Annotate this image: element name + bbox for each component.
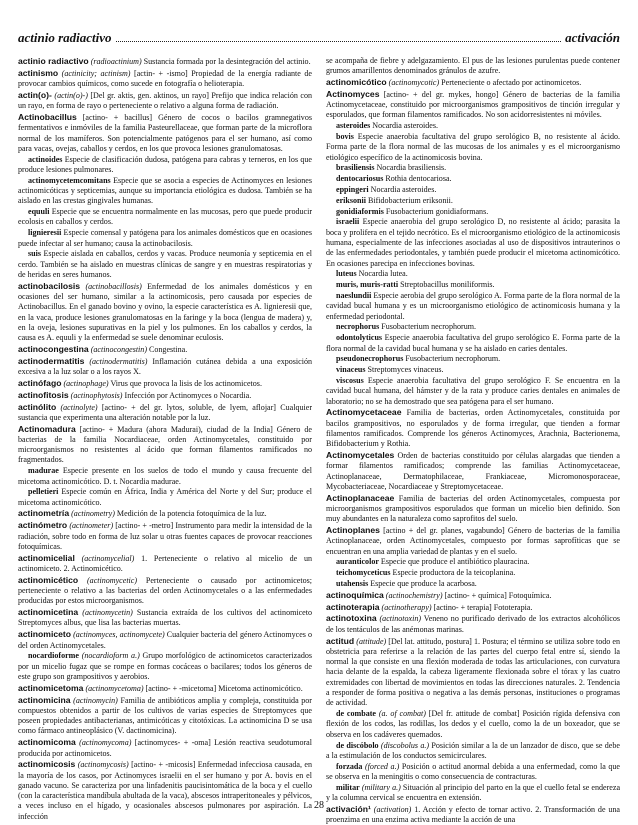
entry-headword: actinomicelial (18, 552, 75, 563)
dictionary-entry (326, 525, 620, 557)
entry-english-term: (actinomycetin) (82, 608, 133, 618)
entry-definition: [actino- + terapia] Fototerapia. (431, 602, 533, 612)
sub-entry (326, 163, 620, 173)
entry-headword: actinomicético (18, 574, 79, 585)
entry-english-term: (activation) (373, 804, 412, 814)
entry-headword: actinismo (18, 67, 59, 78)
entry-definition: Especie aislada en caballos, cerdos y vacas. Produce neumonía y septicemia en el cerdo. También se ha aislado en muestras clínicas de sangre y en muestras respiratorias y de heridas en seres humanos. (18, 249, 312, 279)
entry-english-term: (forced a.) (365, 761, 400, 771)
entry-definition: Perteneciente o afectado por actinomicetos. (439, 78, 582, 88)
column-left (18, 56, 313, 821)
entry-english-term: (a. of combat) (378, 709, 426, 719)
sub-entry (18, 155, 312, 176)
entry-english-term: (actinodermatitis) (89, 356, 148, 366)
entry-english-term: (actinomycelial) (81, 553, 135, 563)
sub-entry (18, 466, 312, 487)
entry-headword: dentocariosus (336, 174, 384, 184)
entry-definition: [Del gr. aktis, gen. aktinos, un rayo] Prefijo que indica relación con un rayo, en forma de rayo o perteneciente o relativo a alguna forma de radiación. (18, 90, 313, 111)
entry-headword: eriksonii (336, 195, 366, 205)
sub-entry (18, 207, 312, 228)
entry-definition: Orden de bacterias constituido por células alargadas que tienden a formar filamentos ramificados; comprende las familias Actinomycetaceae, Actinoplanaceae, Dermatophilaceae, Frankiaceae, Micromonosporaceae, Mycobacteriaceae, Nocardiaceae y Streptomycetaceae. (326, 450, 620, 491)
dictionary-entry (18, 575, 312, 607)
dictionary-entry (18, 402, 312, 424)
entry-headword: actinomiceto (18, 629, 72, 640)
entry-headword: actinomicina (18, 694, 71, 705)
entry-definition: Especie que produce el antibiótico plauracina. (378, 557, 530, 567)
sub-entry (326, 762, 620, 783)
entry-headword: actitud (326, 635, 355, 646)
entry-definition: [actinomyces- + -oma] Lesión reactiva seudotumoral producida por actinomicetos. (18, 738, 312, 758)
sub-entry (18, 487, 312, 508)
entry-headword: Actinomycetaceae (326, 407, 402, 418)
entry-headword: Actinomycetales (326, 449, 395, 460)
entry-english-term: (actinobacillosis) (85, 281, 142, 291)
entry-definition: Grupo morfológico de actinomicetos caracterizados por un micelio fugaz que se rompe en formas cocáceas o bacilares; todos los géneros de este grupo son grampositivos y aerobios. (18, 651, 312, 681)
entry-headword: eppingeri (336, 185, 369, 195)
entry-headword: odontolyticus (336, 333, 383, 343)
dictionary-entry (18, 607, 312, 629)
dictionary-entry (18, 90, 312, 112)
sub-entry (326, 557, 620, 567)
entry-headword: pelletieri (28, 487, 59, 497)
dictionary-entry (18, 508, 312, 519)
entry-english-term: (nocardioform a.) (81, 651, 140, 661)
dictionary-entry (18, 737, 312, 759)
sub-entry (326, 333, 620, 354)
entry-headword: auranticolor (336, 557, 379, 567)
entry-headword: actinomycetemcomitans (28, 175, 111, 185)
entry-headword: pseudonecrophorus (336, 354, 404, 364)
dictionary-entry (326, 613, 620, 635)
dictionary-entry (18, 356, 312, 378)
entry-definition: Posición o actitud anormal debida a una enfermedad, como la que se observa en la meningitis o como consecuencia de contracturas. (326, 761, 620, 781)
header-left-guide-word: actinio radiactivo (18, 30, 112, 45)
entry-english-term: (actinotoxin) (379, 614, 422, 624)
entry-definition: Especie productora de la teicoplanina. (390, 568, 516, 578)
entry-headword: actinómetro (18, 520, 68, 531)
entry-headword: actinoterapia (326, 601, 380, 612)
entry-headword: actinólito (18, 401, 57, 412)
entry-english-term: (actinophytosis) (70, 390, 123, 400)
entry-headword: lignieresii (28, 228, 62, 238)
entry-english-term: (actinomycetoma) (85, 683, 144, 693)
entry-definition: Veneno no purificado derivado de los extractos alcohólicos de los tentáculos de las anémonas marinas. (326, 614, 620, 634)
dictionary-entry (326, 56, 620, 77)
entry-headword: viscosus (336, 375, 364, 385)
dictionary-entry (18, 520, 312, 552)
sub-entry (326, 709, 620, 740)
entry-headword: utahensis (336, 579, 369, 589)
dictionary-entry (326, 407, 620, 449)
entry-english-term: (actinicity; actinism) (61, 68, 131, 78)
dictionary-entry (18, 683, 312, 694)
entry-headword: actinomicoma (18, 737, 76, 748)
dictionary-entry (18, 629, 312, 651)
entry-headword: naeslundii (336, 291, 372, 301)
dictionary-entry (18, 553, 312, 575)
entry-definition: Sustancia extraída de los cultivos del actinomiceto Streptomyces albus, que lisa las bacterias muertas. (18, 608, 312, 628)
entry-definition: Inflamación cutánea debida a una exposición excesiva a la luz solar o a los rayos X. (18, 356, 312, 377)
header-dotted-leader (116, 41, 562, 42)
sub-entry (18, 651, 312, 682)
entry-definition: Especie común en África, India y América del Norte y del Sur; produce el micetoma actinomicótico. (18, 487, 312, 507)
entry-headword: necrophorus (336, 322, 380, 332)
sub-entry (326, 291, 620, 322)
entry-headword: suis (28, 249, 41, 259)
entry-headword: actinoquímica (326, 589, 384, 600)
dictionary-entry (326, 493, 620, 525)
entry-definition: Fusobacterium gonidiaformans. (383, 206, 489, 216)
dictionary-entry (326, 89, 620, 121)
dictionary-entry (18, 695, 312, 737)
entry-english-term: (military a.) (361, 782, 401, 792)
entry-definition: Posición similar a la de un lanzador de disco, que se debe a la estimulación de los conductos semicirculares. (326, 740, 620, 760)
sub-entry (326, 269, 620, 279)
entry-headword: actinomicosis (18, 759, 76, 770)
entry-definition: Sustancia formada por la desintegración del actinio. (141, 57, 311, 66)
page-number: 28 (314, 800, 324, 811)
entry-english-term: (actinometry) (71, 509, 115, 519)
entry-definition: [actino- + -micosis] Enfermedad infecciosa causada, en la mayoría de los casos, por Actinomyces israelii en el ser humano y por A. bovis en el ganado vacuno. Se caracteriza por una linfadenitis paucisintomática de la boca y el cuello (con la característica mandíbula abultada de la vaca), abscesos intraperitoneales y pélvicos, a veces incluso en el hígado, y ocasionales abscesos pulmonares por aspiración. La infección (18, 760, 312, 821)
sub-entry (18, 228, 312, 249)
entry-definition: Nocardia asteroides. (368, 185, 437, 195)
dictionary-entry (326, 450, 620, 492)
entry-definition: [Del fr. attitude de combat] Posición rígida defensiva con flexión de los codos, las rodillas, los dedos y el cuello, como la de un boxeador, que se observa en los cadáveres quemados. (326, 709, 620, 739)
sub-entry (326, 132, 620, 163)
entry-definition: Bifidobacterium eriksonii. (365, 195, 453, 205)
entry-definition: Streptomyces vinaceus. (365, 365, 444, 375)
entry-english-term: (actinomycotic) (388, 78, 440, 88)
entry-english-term: (actinocongestin) (90, 345, 147, 355)
entry-definition: [Del lat. attitudo, postura] 1. Postura; el término se utiliza sobre todo en obstetricia para referirse a la relación de las partes del cuerpo fetal entre sí, siendo la normal la que consiste en una flexión moderada de todas las articulaciones, con curvatura hacia delante de la espalda, la cabeza ligeramente flexionada sobre el tórax y las cuatro extremidades con libertad de movimientos en todas las direcciones naturales. 2. Tendencia a responder de forma positiva o negativa a las demás personas, instituciones o programas de actividad. (326, 636, 620, 708)
entry-headword: gonidiaformis (336, 206, 384, 216)
entry-headword: de combate (336, 709, 376, 719)
column-right (326, 56, 621, 825)
entry-english-term: (actin(o)-) (54, 90, 88, 100)
entry-headword: luteus (336, 269, 357, 279)
entry-english-term: (discobolus a.) (380, 740, 430, 750)
entry-headword: Actinomadura (18, 423, 76, 434)
dictionary-entry (326, 602, 620, 613)
sub-entry (326, 365, 620, 375)
entry-headword: actinocongestina (18, 344, 89, 355)
sub-entry (326, 121, 620, 131)
entry-headword: actinotoxina (326, 613, 377, 624)
entry-english-term: (actinomycosis) (77, 760, 129, 770)
sub-entry (326, 376, 620, 407)
entry-definition: [actino- + del gr. lytos, soluble, de lyem, aflojar] Cualquier sustancia que experimenta una alteración notable por la luz. (18, 402, 312, 422)
entry-english-term: (radioactinium) (90, 57, 142, 66)
dictionary-entry (326, 77, 620, 88)
entry-definition: Congestina. (147, 345, 188, 355)
entry-definition: Situación al principio del parto en la que el cuello fetal se endereza y la columna cervical se encuentra en extensión. (326, 782, 621, 802)
entry-definition: Nocardia brasiliensis. (374, 163, 447, 173)
entry-headword: actinoides (28, 154, 63, 164)
header-right-guide-word: activación (565, 30, 620, 45)
entry-english-term: (actinolyte) (60, 402, 98, 412)
entry-definition: [actino- + -metro] Instrumento para medir la intensidad de la radiación, sobre todo en forma de luz solar u otras fuentes capaces de provocar reacciones fotoquímicas. (18, 521, 312, 551)
dictionary-entry (18, 56, 312, 67)
entry-english-term: (actinochemistry) (385, 590, 443, 600)
sub-entry (326, 568, 620, 578)
entry-definition: Especie anaerobia facultativa del grupo serológico F. Se encuentra en la cavidad bucal humana, del hámster y de la rata y produce caries dentales en animales de laboratorio; no se ha demostrado que sea patógena para el ser humano. (326, 375, 620, 406)
entry-definition: Streptobacillus moniliformis. (398, 280, 495, 290)
entry-definition: Familia de bacterias, orden Actinomycetales, constituida por bacilos grampositivos, no esporulados y de forma irregular, que tienden a formar filamentos ramificados. Comprende los géneros Actinomyces, Arachnia, Bacterionema, Bifidobacterium y Rothia. (326, 408, 620, 449)
entry-definition: Fusobacterium necrophorum. (403, 354, 501, 364)
entry-definition: 1. Acción y efecto de tornar activo. 2. Transformación de una proenzima en una enzima activa mediante la acción de una (326, 804, 621, 825)
entry-definition: Virus que provoca la lisis de los actinomicetos. (108, 378, 262, 388)
entry-headword: Actinomyces (326, 88, 380, 99)
entry-english-term: (actinomyces, actinomycete) (73, 630, 165, 640)
entry-definition: Cualquier bacteria del género Actinomyces o del orden Actinomycetales. (18, 630, 313, 650)
entry-definition: Especie de clasificación dudosa, patógena para cabras y terneros, en los que produce lesiones pulmonares. (18, 154, 312, 174)
entry-definition: Familia de bacterias del orden Actinomycetales, compuesta por microorganismos grampositivos esporulados que forman un micelio bien definido. Son muy abundantes en la naturaleza como saprofitos del suelo. (326, 493, 620, 524)
sub-entry (326, 207, 620, 217)
entry-definition: Infección por Actinomyces o Nocardia. (122, 390, 252, 400)
sub-entry (326, 741, 620, 762)
dictionary-entry (18, 378, 312, 389)
entry-definition: Nocardia lutea. (356, 269, 408, 279)
sub-entry (326, 579, 620, 589)
entry-definition: [actino- + -micetoma] Micetoma actinomicótico. (143, 683, 303, 693)
entry-headword: actinobacilosis (18, 280, 81, 291)
entry-headword: asteroides (336, 121, 371, 131)
entry-headword: Actinobacillus (18, 111, 77, 122)
entry-headword: brasiliensis (336, 163, 375, 173)
entry-definition: [actino- + del gr. mykes, hongo] Género de bacterias de la familia Actinomycetaceae, constituido por microorganismos grampositivos de tinción irregular y esporulados, que forman filamentos ramificados. No son acidorresistentes ni móviles. (326, 89, 620, 120)
entry-headword: de discóbolo (336, 740, 379, 750)
entry-definition: Especie presente en los suelos de todo el mundo y causa frecuente del micetoma actinomicótico. D. t. Nocardia madurae. (18, 466, 312, 486)
entry-headword: actinófago (18, 377, 62, 388)
entry-definition: Nocardia asteroides. (370, 121, 438, 131)
entry-english-term: (actinomycin) (73, 695, 118, 705)
entry-headword: actinio radiactivo (18, 56, 89, 66)
entry-headword: forzada (336, 761, 363, 771)
entry-english-term: (actinomycetic) (87, 575, 138, 585)
running-header (18, 26, 620, 46)
entry-english-term: (actinophage) (63, 378, 109, 388)
entry-headword: teichomyceticus (336, 568, 391, 578)
entry-english-term: (attitude) (356, 636, 387, 646)
entry-definition: [actino- + bacillus] Género de cocos o bacilos gramnegativos fermentativos e inmóviles de la familia Pasteurellaceae, que forman parte de la microflora normal de los mamíferos. Son potencialmente patógenos para el ser humano, así como para vacas, ovejas, caballos y cerdos, en los que provoca lesiones granulomatosas. (18, 112, 312, 153)
sub-entry (326, 322, 620, 332)
entry-headword: vinaceus (336, 365, 366, 375)
entry-definition: 1. Perteneciente o relativo al micelio de un actinomiceto. 2. Actinomicético. (18, 553, 312, 573)
entry-headword: actinomicótico (326, 77, 387, 88)
sub-entry (18, 176, 312, 207)
dictionary-entry (18, 759, 312, 822)
sub-entry (326, 354, 620, 364)
entry-definition: se acompaña de fiebre y adelgazamiento. El pus de las lesiones purulentas puede contener grumos amarillentos denominados gránulos de azufre. (326, 56, 620, 76)
entry-headword: Actinoplanaceae (326, 492, 395, 503)
entry-definition: Especie anaerobia facultativa del grupo serológico B, no resistente al ácido. Forma parte de la flora normal de las mucosas de los animales y es el microorganismo etiológico específico de la actinomicosis bovina. (326, 132, 620, 162)
sub-entry (326, 174, 620, 184)
entry-headword: nocardioforme (28, 651, 79, 661)
dictionary-entry (18, 112, 312, 154)
entry-definition: [actino- + Madura (ahora Madurai), ciudad de la India] Género de bacterias de la familia Nocardiaceae, orden Actinomycetales, constituido por microorganismos no resistentes al ácido que forman filamentos ramificados no fragmentados. (18, 424, 312, 465)
entry-definition: Especie anaerobia del grupo serológico D, no resistente al ácido; parasita la boca y prolifera en el tejido necrótico. Es el microorganismo etiológico de la actinomicosis humana, especialmente de las infecciones asociadas al uso de dispositivos intrauterinos o de las enfermedades periodontales, y también puede producir el micetoma actinomicótico. En ocasiones parecipa en infecciones bovinas. (326, 217, 620, 268)
sub-entry (326, 280, 620, 290)
entry-definition: Rothia dentocariosa. (383, 174, 452, 184)
entry-headword: bovis (336, 132, 354, 142)
entry-definition: Especie que produce la acarbosa. (368, 579, 477, 589)
entry-definition: Perteneciente o causado por actinomicetos; perteneciente o relativo a las bacterias del orden Actinomycetales o a las enfermedades producidas por estos microorganismos. (18, 575, 312, 606)
entry-headword: actinofitosis (18, 389, 69, 400)
entry-headword: equuli (28, 207, 50, 217)
entry-definition: Especie comensal y patógena para los animales domésticos que en ocasiones puede infectar al ser humano; causa la actinobacilosis. (18, 228, 312, 248)
sub-entry (326, 196, 620, 206)
entry-headword: actinomicetoma (18, 682, 84, 693)
entry-headword: actin(o)- (18, 89, 52, 100)
entry-headword: actinomicetina (18, 607, 79, 618)
sub-entry (326, 217, 620, 268)
entry-definition: Especie que se encuentra normalmente en las mucosas, pero que puede producir ecolosis en caballos y cerdos. (18, 207, 312, 227)
entry-definition: Especie aerobia del grupo serológico A. Forma parte de la flora normal de la cavidad bucal humana y es un microorganismo etiológico de actinomicosis humana y la enfermedad periodontal. (326, 291, 620, 321)
entry-headword: Actinoplanes (326, 525, 380, 536)
entry-definition: Especie anaerobia facultativa del grupo serológico E. Forma parte de la flora normal de la cavidad bucal humana y se ha aislado en caries dentales. (326, 333, 620, 353)
entry-definition: [actino + del gr. planes, vagabundo] Género de bacterias de la familia Actinoplanaceae, orden Actinomycetales, compuesto por formas saprofíticas que se encuentran en una amplia variedad de plantas y en el suelo. (326, 526, 620, 556)
dictionary-entry (326, 636, 620, 709)
sub-entry (326, 185, 620, 195)
entry-headword: actinodermatitis (18, 355, 85, 366)
dictionary-entry (18, 390, 312, 401)
entry-headword: actinometría (18, 508, 70, 519)
dictionary-entry (18, 281, 312, 344)
entry-english-term: (actinometer) (69, 521, 114, 531)
entry-definition: Enfermedad de los animales domésticos y en ocasiones del ser humano, similar a la actinomicosis, pero causada por especies de Actinobacillus. En el ganado bovino y ovino, la especie característica es A. lignieresii que, en la vaca, produce lesiones granulomatosas en la faringe y la boca (lengua de madera) y, en la oveja, lesiones supurativas en la piel y los pulmones. En los caballos y cerdos, la causa es A. equuli y la enfermedad se suele denominar eculosis. (18, 281, 312, 343)
dictionary-entry (18, 344, 312, 355)
dictionary-entry (18, 424, 312, 466)
entry-definition: Fusobacterium necrophorum. (379, 322, 476, 332)
entry-headword: activación¹ (326, 803, 371, 814)
entry-definition: Medición de la potencia fotoquímica de la luz. (114, 509, 267, 519)
entry-headword: militar (336, 782, 360, 792)
entry-headword: madurae (28, 466, 59, 476)
dictionary-entry (18, 68, 312, 90)
entry-headword: muris, muris-ratti (336, 280, 399, 290)
entry-definition: Especie que se asocia a especies de Actinomyces en lesiones actinomicóticas y septicemias, aunque su importancia etiológica es dudosa. También se ha aislado en las crestas gingivales humanas. (18, 175, 312, 206)
entry-english-term: (actinomycoma) (79, 738, 132, 748)
entry-definition: [actin- + -ismo] Propiedad de la energía radiante de provocar cambios químicos, como sucede en fotografía o helioterapia. (18, 68, 312, 89)
sub-entry (18, 249, 312, 280)
entry-definition: [actino- + química] Fotoquímica. (442, 590, 552, 600)
dictionary-entry (326, 590, 620, 601)
entry-definition: Familia de antibióticos amplia y compleja, constituida por compuestos obtenidos a partir de los cultivos de varias especies de Streptomyces que poseen propiedades antibacterianas, antimicóticas y citotóxicas. La actinomicina D se usa como fármaco antineoplásico (V. dactinomicina). (18, 695, 312, 736)
entry-headword: israelii (336, 217, 360, 227)
entry-english-term: (actinotherapy) (381, 602, 432, 612)
